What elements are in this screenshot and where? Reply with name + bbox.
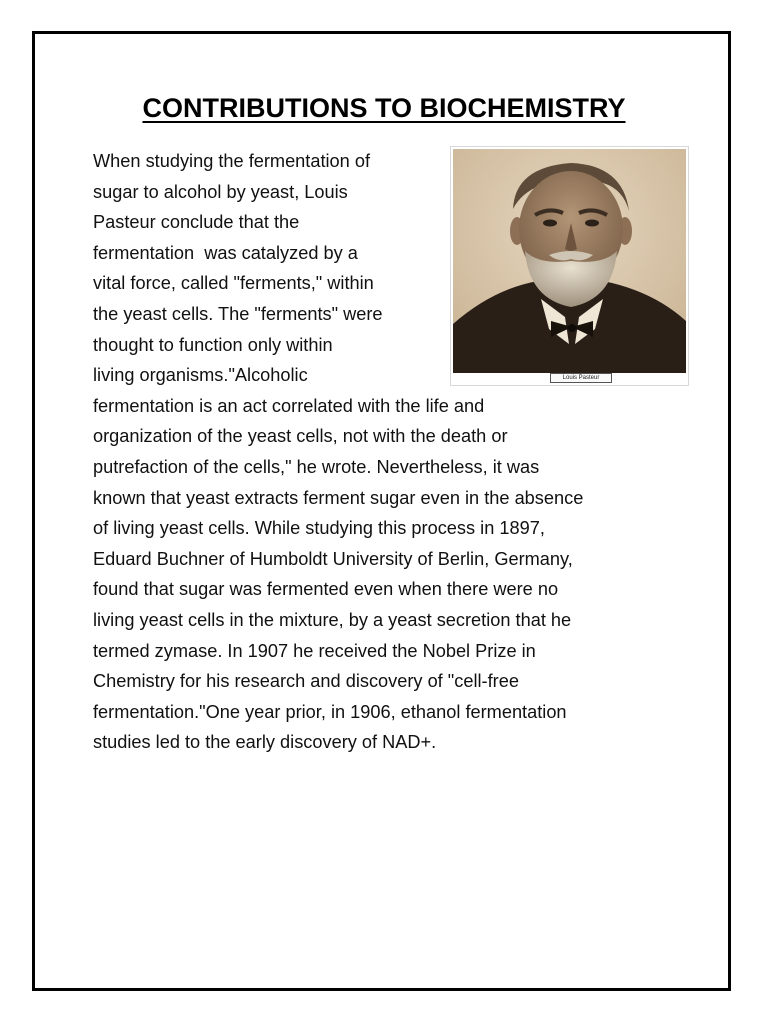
text-line: Eduard Buchner of Humboldt University of Berlin, Germany, <box>93 548 573 569</box>
text-line: living organisms."Alcoholic <box>93 365 308 386</box>
text-line: the yeast cells. The "ferments" were <box>93 303 383 324</box>
text-line: sugar to alcohol by yeast, Louis <box>93 181 348 202</box>
text-line: fermentation was catalyzed by a <box>93 242 358 263</box>
text-line: found that sugar was fermented even when there were no <box>93 579 559 600</box>
text-line: fermentation."One year prior, in 1906, ethanol fermentation <box>93 701 567 722</box>
text-line: vital force, called "ferments," within <box>93 273 374 294</box>
text-line: termed zymase. In 1907 he received the Nobel Prize in <box>93 640 536 661</box>
text-line: Chemistry for his research and discovery of "cell-free <box>93 671 519 692</box>
text-line: fermentation is an act correlated with the life and <box>93 395 485 416</box>
page-title: CONTRIBUTIONS TO BIOCHEMISTRY <box>142 93 626 123</box>
text-line: studies led to the early discovery of NAD+. <box>93 732 437 753</box>
portrait-caption: Louis Pasteur <box>550 373 612 383</box>
text-line: putrefaction of the cells," he wrote. Nevertheless, it was <box>93 456 540 477</box>
text-line: known that yeast extracts ferment sugar even in the absence <box>93 487 584 508</box>
text-line: When studying the fermentation of <box>93 151 371 171</box>
text-line: living yeast cells in the mixture, by a yeast secretion that he <box>93 609 572 630</box>
text-line: of living yeast cells. While studying this process in 1897, <box>93 518 545 539</box>
text-line: organization of the yeast cells, not with the death or <box>93 426 508 447</box>
text-line: thought to function only within <box>93 334 333 355</box>
text-line: Pasteur conclude that the <box>93 212 300 233</box>
article-body <box>93 146 683 758</box>
